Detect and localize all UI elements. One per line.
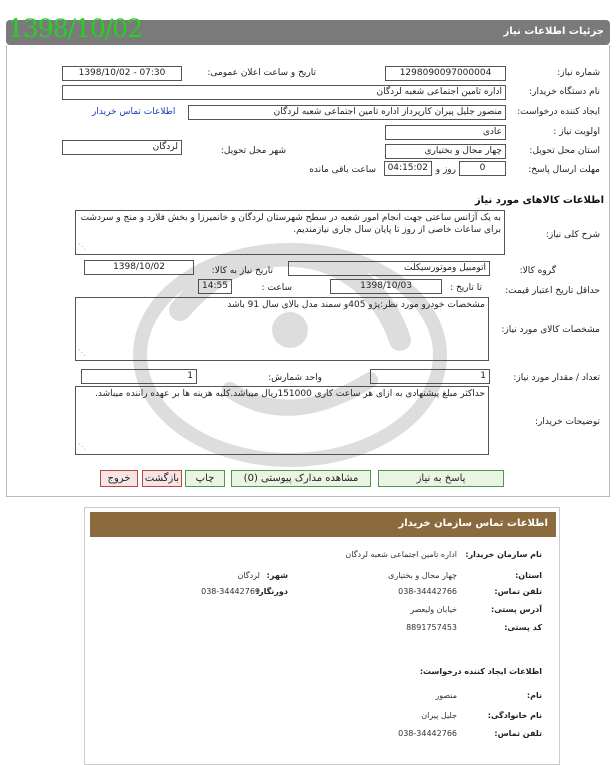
buyer-contact-card	[84, 507, 560, 765]
delivery-city-label: شهر محل تحویل:	[220, 146, 286, 156]
fax-label: دورنگار:	[255, 587, 288, 596]
view-attachments-button[interactable]: مشاهده مدارک پیوستی (0)	[231, 470, 371, 487]
price-validity-date-field: 1398/10/03	[330, 279, 442, 294]
reply-button[interactable]: پاسخ به نیاز	[378, 470, 504, 487]
unit-label: واحد شمارش:	[268, 373, 322, 383]
deadline-time-field: 04:15:02	[384, 161, 432, 176]
postal-code-label: کد پستی:	[504, 623, 542, 632]
creator-info-title: اطلاعات ایجاد کننده درخواست:	[419, 667, 542, 676]
creator-phone-value: 038-34442766	[398, 729, 457, 738]
buyer-org-label: نام دستگاه خریدار:	[529, 87, 600, 97]
creator-family-value: جلیل پیران	[421, 711, 457, 720]
to-date-label: تا تاریخ :	[450, 283, 482, 293]
specs-label: مشخصات کالای مورد نیاز:	[501, 325, 600, 335]
price-validity-time-label: ساعت :	[261, 283, 292, 293]
delivery-province-label: استان محل تحویل:	[529, 146, 600, 156]
creator-name-label: نام:	[526, 691, 542, 700]
buyer-notes-label: توضیحات خریدار:	[534, 417, 600, 427]
deadline-remaining-label: ساعت باقی مانده	[309, 165, 376, 175]
city-value: لردگان	[237, 571, 260, 580]
price-validity-time-field: 14:55	[198, 279, 232, 294]
phone-label: تلفن تماس:	[494, 587, 542, 596]
contact-card-title: اطلاعات تماس سازمان خریدار	[398, 518, 548, 529]
need-number-field: 1298090097000004	[385, 66, 506, 81]
creator-phone-label: تلفن تماس:	[494, 729, 542, 738]
phone-value: 038-34442766	[398, 587, 457, 596]
specs-text: مشخصات خودرو مورد نظر:پژو 405و سمند مدل بالای سال 91 باشد	[227, 300, 485, 310]
resize-grip-icon: ⋰	[78, 348, 86, 357]
priority-field: عادی	[385, 125, 506, 140]
fax-value: 038-34442769	[201, 587, 260, 596]
back-button[interactable]: بازگشت	[142, 470, 182, 487]
creator-name-value: منصور	[435, 691, 457, 700]
buyer-contact-link[interactable]: اطلاعات تماس خریدار	[92, 107, 176, 117]
deadline-days-label: روز و	[435, 165, 456, 175]
province-value: چهار محال و بختیاری	[388, 571, 457, 580]
quantity-label: تعداد / مقدار مورد نیاز:	[513, 373, 600, 383]
date-stamp: 1398/10/02	[8, 14, 143, 43]
exit-button[interactable]: خروج	[100, 470, 138, 487]
delivery-province-field: چهار محال و بختیاری	[385, 144, 506, 159]
contact-card-header	[90, 512, 556, 537]
goods-group-label: گروه کالا:	[519, 266, 556, 276]
org-label: نام سازمان خریدار:	[465, 550, 542, 559]
address-label: آدرس پستی:	[491, 605, 542, 614]
address-value: خیابان ولیعصر	[410, 605, 457, 614]
description-label: شرح کلی نیاز:	[545, 230, 600, 240]
print-button[interactable]: چاپ	[185, 470, 225, 487]
creator-family-label: نام خانوادگی:	[487, 711, 542, 720]
unit-field: 1	[81, 369, 197, 384]
quantity-field: 1	[370, 369, 490, 384]
requester-label: ایجاد کننده درخواست:	[517, 107, 600, 117]
resize-grip-icon: ⋰	[78, 242, 86, 251]
delivery-city-field: لردگان	[62, 140, 182, 155]
deadline-label: مهلت ارسال پاسخ:	[528, 165, 600, 175]
need-date-field: 1398/10/02	[84, 260, 194, 275]
deadline-days-field: 0	[459, 161, 506, 176]
resize-grip-icon: ⋰	[78, 442, 86, 451]
postal-code-value: 8891757453	[406, 623, 457, 632]
announce-date-label: تاریخ و ساعت اعلان عمومی:	[207, 68, 316, 78]
goods-section-title: اطلاعات کالاهای مورد نیاز	[474, 195, 604, 206]
province-label: استان:	[515, 571, 542, 580]
buyer-org-field: اداره تامین اجتماعی شعبه لردگان	[62, 85, 506, 100]
hazareh-gostaran-watermark-icon	[120, 230, 460, 480]
requester-field: منصور جلیل پیران کارپرداز اداره تامین اجتماعی شعبه لردگان	[188, 105, 506, 120]
priority-label: اولویت نیاز :	[553, 127, 600, 137]
buyer-notes-text: حداکثر مبلغ پیشنهادی به ازای هر ساعت کاری 151000ریال میباشد.کلیه هزینه ها بر عهده راننده میباشد.	[95, 389, 485, 399]
city-label: شهر:	[266, 571, 288, 580]
org-value: اداره تامین اجتماعی شعبه لردگان	[345, 550, 457, 559]
need-date-label: تاریخ نیاز به کالا:	[211, 266, 273, 276]
page-title: جزئیات اطلاعات نیاز	[503, 26, 604, 37]
min-price-validity-label: حداقل تاریخ اعتبار قیمت:	[505, 286, 600, 296]
description-text: به یک آژانس ساعتی جهت انجام امور شعبه در سطح شهرستان لردگان و خانمیرزا و بخش فلارد و منج و سردشت برای ساعات خاصی از روز تا پایان سال جاری نیازمندیم.	[80, 213, 501, 235]
goods-group-field: اتومبیل وموتورسیکلت	[288, 261, 490, 276]
announce-date-field: 1398/10/02 - 07:30	[62, 66, 182, 81]
need-number-label: شماره نیاز:	[557, 68, 600, 78]
